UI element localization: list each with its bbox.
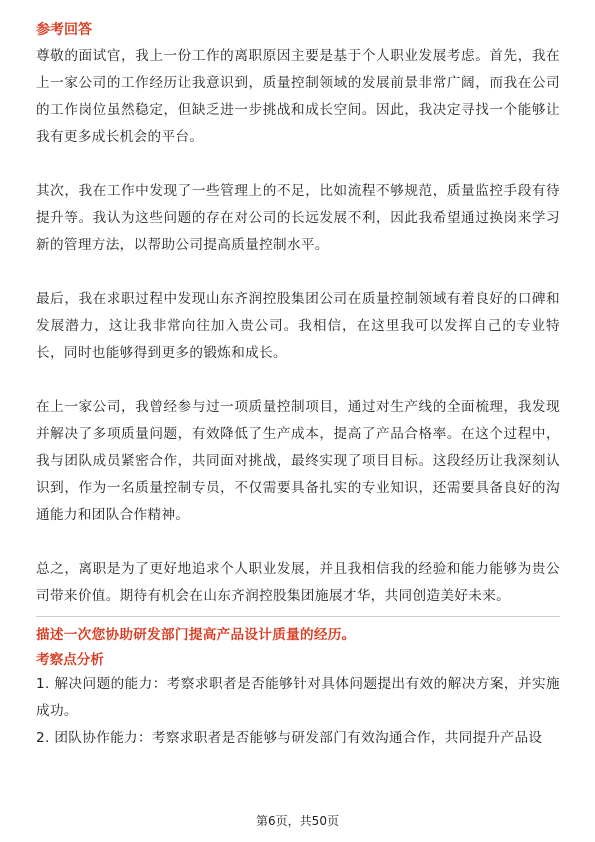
answer-paragraph-3: 最后，我在求职过程中发现山东齐润控股集团公司在质量控制领域有着良好的口碑和发展潜力，这让我非常向往加入贵公司。我相信，在这里我可以发挥自己的专业特长，同时也能够得到更多的锻炼和成长。: [36, 291, 560, 361]
question-heading: 描述一次您协助研发部门提高产品设计质量的经历。: [36, 627, 356, 643]
answer-paragraph-2: 其次，我在工作中发现了一些管理上的不足，比如流程不够规范，质量监控手段有待提升等。我认为这些问题的存在对公司的长远发展不利，因此我希望通过换岗来学习新的管理方法，以帮助公司提高质量控制水平。: [36, 183, 560, 253]
section-divider: [36, 616, 560, 617]
answer-title: 参考回答: [36, 22, 92, 38]
page-number: 第6页，共50页: [256, 814, 339, 828]
answer-paragraph-4: 在上一家公司，我曾经参与过一项质量控制项目，通过对生产线的全面梳理，我发现并解决了多项质量问题，有效降低了生产成本，提高了产品合格率。在这个过程中，我与团队成员紧密合作，共同面对挑战，最终实现了项目目标。这段经历让我深刻认识到，作为一名质量控制专员，不仅需要具备扎实的专业知识，还需要具备良好的沟通能力和团队合作精神。: [36, 399, 560, 523]
answer-paragraph-1: 尊敬的面试官，我上一份工作的离职原因主要是基于个人职业发展考虑。首先，我在上一家公司的工作经历让我意识到，质量控制领域的发展前景非常广阔，而我在公司的工作岗位虽然稳定，但缺乏进一步挑战和成长空间。因此，我决定寻找一个能够让我有更多成长机会的平台。: [36, 48, 560, 145]
spacer: [36, 151, 560, 178]
answer-paragraph-5: 总之，离职是为了更好地追求个人职业发展，并且我相信我的经验和能力能够为贵公司带来价值。期待有机会在山东齐润控股集团施展才华，共同创造美好未来。: [36, 561, 560, 604]
spacer: [36, 529, 560, 556]
analysis-title: 考察点分析: [36, 652, 104, 668]
spacer: [36, 367, 560, 394]
page-content: [36, 20, 560, 752]
spacer: [36, 259, 560, 286]
analysis-point-2: 2. 团队协作能力：考察求职者是否能够与研发部门有效沟通合作，共同提升产品设: [36, 730, 543, 746]
analysis-point-1: 1. 解决问题的能力：考察求职者是否能够针对具体问题提出有效的解决方案，并实施成功。: [36, 676, 560, 719]
